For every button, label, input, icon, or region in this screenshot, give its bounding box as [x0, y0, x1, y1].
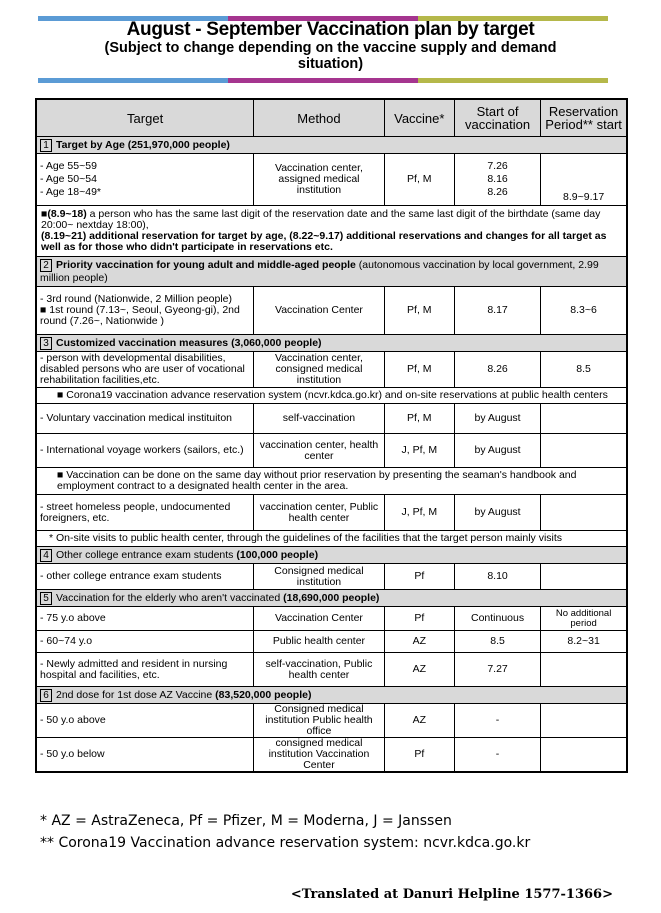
priority-target: - 3rd round (Nationwide, 2 Million people) ■ 1st round (7.13~, Seoul, Gyeong-gi), 2nd round (7.26~, Nationwide ): [36, 287, 254, 335]
header-vaccine: Vaccine*: [384, 99, 454, 137]
page-title: August - September Vaccination plan by target: [126, 19, 535, 40]
section-6-header: [36, 687, 627, 704]
section-title: Other college entrance exam students: [56, 548, 234, 561]
age-method: Vaccination center, assigned medical institution: [254, 154, 384, 206]
section-title: Target by Age: [56, 138, 125, 151]
title-block: [0, 20, 661, 72]
custom-note-3: * On-site visits to public health center, through the guidelines of the facilities that the target person mainly visits: [36, 531, 627, 547]
table-row: - street homeless people, undocumented foreigners, etc. vaccination center, Public health center J, Pf, M by August: [36, 495, 627, 531]
age-starts: 7.26 8.16 8.26: [454, 154, 540, 206]
section-5-header: [36, 590, 627, 607]
table-row: - International voyage workers (sailors, etc.) vaccination center, health center J, Pf, M by August: [36, 434, 627, 468]
translation-credit: <Translated at Danuri Helpline 1577-1366>: [290, 887, 613, 902]
table-row: [36, 154, 627, 206]
footnotes: [40, 810, 530, 854]
section-title: 2nd dose for 1st dose AZ Vaccine: [56, 688, 213, 701]
table-row: - 50 y.o below consigned medical institution Vaccination Center Pf -: [36, 738, 627, 773]
table-row: - person with developmental disabilities, disabled persons who are user of vocational rehabilitation facilities,etc. Vaccination center, consigned medical institution Pf, M 8.26 8.5: [36, 352, 627, 388]
section-count: (3,060,000 people): [231, 336, 322, 349]
section-tail: (autonomous vaccination by local government, 2.99 million people): [40, 259, 599, 284]
age-targets: - Age 55~59 - Age 50~54 - Age 18~49*: [36, 154, 254, 206]
table-row: - 60~74 y.o Public health center AZ 8.5 8.2~31: [36, 631, 627, 653]
table-row: - 50 y.o above Consigned medical institution Public health office AZ -: [36, 704, 627, 738]
section-3-header: [36, 335, 627, 352]
section-number: 2: [40, 259, 52, 272]
custom-note-2: ■ Vaccination can be done on the same day without prior reservation by presenting the seaman's handbook and employment contract to a designated health center in the area.: [36, 468, 627, 495]
section-count: (83,520,000 people): [215, 688, 312, 701]
section-number: 4: [40, 549, 52, 562]
table-row: - Voluntary vaccination medical instituiton self-vaccination Pf, M by August: [36, 404, 627, 434]
section-number: 5: [40, 592, 52, 605]
section-title: Priority vaccination for young adult and middle-aged people: [56, 259, 356, 271]
section-number: 1: [40, 139, 52, 152]
section-title: Customized vaccination measures: [56, 336, 229, 349]
title-bottom-bar: [38, 78, 608, 83]
table-row: - 3rd round (Nationwide, 2 Million people) ■ 1st round (7.13~, Seoul, Gyeong-gi), 2nd round (7.26~, Nationwide ) Vaccination Center Pf, M 8.17 8.3~6: [36, 287, 627, 335]
section-2-header: [36, 257, 627, 287]
table-row: - Newly admitted and resident in nursing hospital and facilities, etc. self-vaccination, Public health center AZ 7.27: [36, 653, 627, 687]
section-count: (18,690,000 people): [283, 591, 380, 604]
header-reservation: Reservation Period** start: [541, 99, 627, 137]
table-row: - other college entrance exam students Consigned medical institution Pf 8.10: [36, 564, 627, 590]
header-row: [36, 99, 627, 137]
section-number: 3: [40, 337, 52, 350]
section-title: Vaccination for the elderly who aren't vaccinated: [56, 591, 281, 604]
age-vaccine: Pf, M: [384, 154, 454, 206]
section-count: (251,970,000 people): [127, 138, 230, 151]
section-number: 6: [40, 689, 52, 702]
footnote-vaccine-abbrev: * AZ = AstraZeneca, Pf = Pfizer, M = Moderna, J = Janssen: [40, 813, 452, 829]
vaccination-plan-table: [35, 98, 628, 773]
page-subtitle: (Subject to change depending on the vaccine supply and demand situation): [104, 40, 557, 72]
section-4-header: [36, 547, 627, 564]
footnote-reservation-system: ** Corona19 Vaccination advance reservation system: ncvr.kdca.go.kr: [40, 835, 531, 851]
age-reservation: 8.9~9.17: [541, 154, 627, 206]
section-1-header: [36, 137, 627, 154]
header-target: Target: [36, 99, 254, 137]
section-count: (100,000 people): [236, 548, 319, 561]
age-note-row: ■(8.9~18) a person who has the same last digit of the reservation date and the same last digit of the birthdate (same day 20:00~ nextday 18:00), (8.19~21) additional reservation for target by age, (8.22~9.17) additional reservations and changes for all target as well as for those who didn't participate in reservations etc.: [36, 206, 627, 257]
custom-note-1: ■ Corona19 vaccination advance reservation system (ncvr.kdca.go.kr) and on-site reservations at public health centers: [36, 388, 627, 404]
header-method: Method: [254, 99, 384, 137]
header-start: Start of vaccination: [454, 99, 540, 137]
table-row: - 75 y.o above Vaccination Center Pf Continuous No additional period: [36, 607, 627, 631]
